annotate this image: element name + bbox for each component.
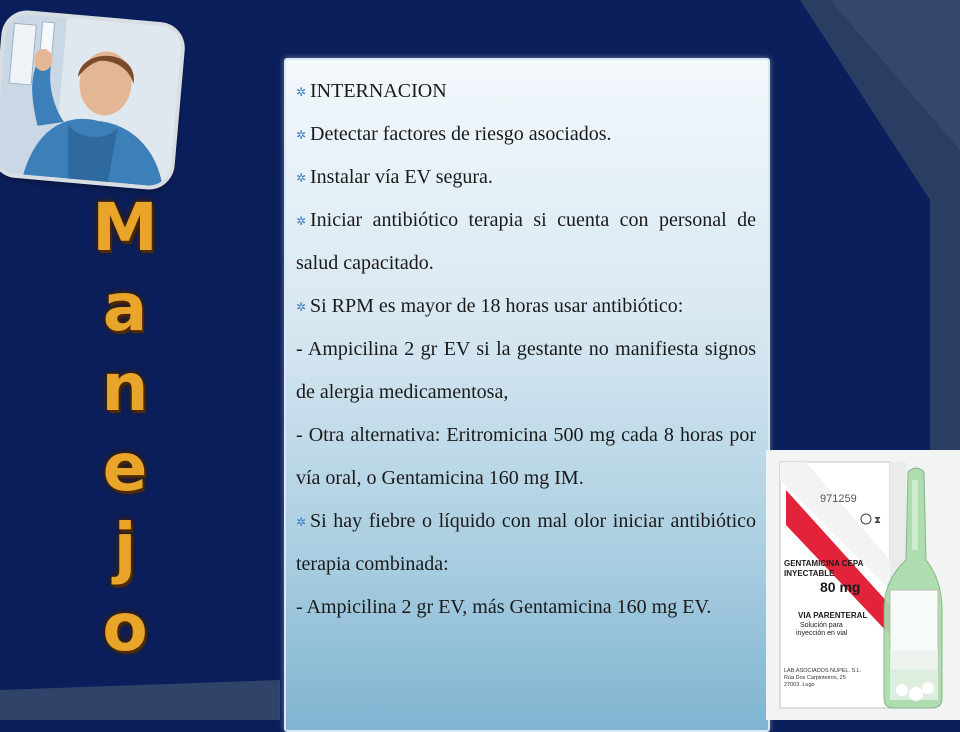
paragraph: - Otra alternativa: Eritromicina 500 mg cada 8 horas por vía oral, o Gentamicina 160 mg IM. [296,424,756,489]
sparkle-bullet-icon: ✲ [296,300,307,314]
title-letter: e [102,429,148,506]
box-route: VIA PARENTERAL [798,611,868,620]
sparkle-bullet-icon: ✲ [296,128,307,142]
content-text [296,70,756,629]
vertical-title [90,188,160,666]
svg-text:⧗: ⧗ [874,515,882,526]
paragraph: ✲ INTERNACION [296,80,447,102]
paragraph: ✲ Iniciar antibiótico terapia si cuenta con personal de salud capacitado. [296,209,756,274]
paragraph: ✲ Si RPM es mayor de 18 horas usar antibiótico: [296,295,684,317]
paragraph: ✲ Si hay fiebre o líquido con mal olor iniciar antibiótico terapia combinada: [296,510,756,575]
title-letter: o [102,589,148,666]
svg-text:Solución para: Solución para [800,622,843,629]
svg-text:LAB.ASOCIADOS NUPEL. S.L.: LAB.ASOCIADOS NUPEL. S.L. [784,668,862,674]
box-name: GENTAMICINA CEPA [784,559,864,568]
sparkle-bullet-icon: ✲ [296,85,307,99]
sparkle-bullet-icon: ✲ [296,171,307,185]
title-letter: j [113,509,137,586]
svg-text:inyección en vial: inyección en vial [796,630,848,637]
title-letter: M [92,189,158,266]
paragraph: - Ampicilina 2 gr EV, más Gentamicina 160 mg EV. [296,596,712,618]
paragraph: - Ampicilina 2 gr EV si la gestante no manifiesta signos de alergia medicamentosa, [296,338,756,403]
doctor-photo [0,13,183,188]
svg-text:27003. Lugo: 27003. Lugo [784,682,815,688]
paragraph: ✲ Detectar factores de riesgo asociados. [296,123,612,145]
box-dose: 80 mg [820,579,861,595]
sparkle-bullet-icon: ✲ [296,515,307,529]
box-code: 971259 [820,493,857,505]
medicine-product-photo [766,450,960,720]
title-letter: n [101,349,149,426]
title-letter: a [102,269,148,346]
sparkle-bullet-icon: ✲ [296,214,307,228]
box-name-2: INYECTABLE [784,569,835,578]
paragraph: ✲ Instalar vía EV segura. [296,166,493,188]
svg-text:Rúa Dos Carpinteiros, 25: Rúa Dos Carpinteiros, 25 [784,675,846,681]
